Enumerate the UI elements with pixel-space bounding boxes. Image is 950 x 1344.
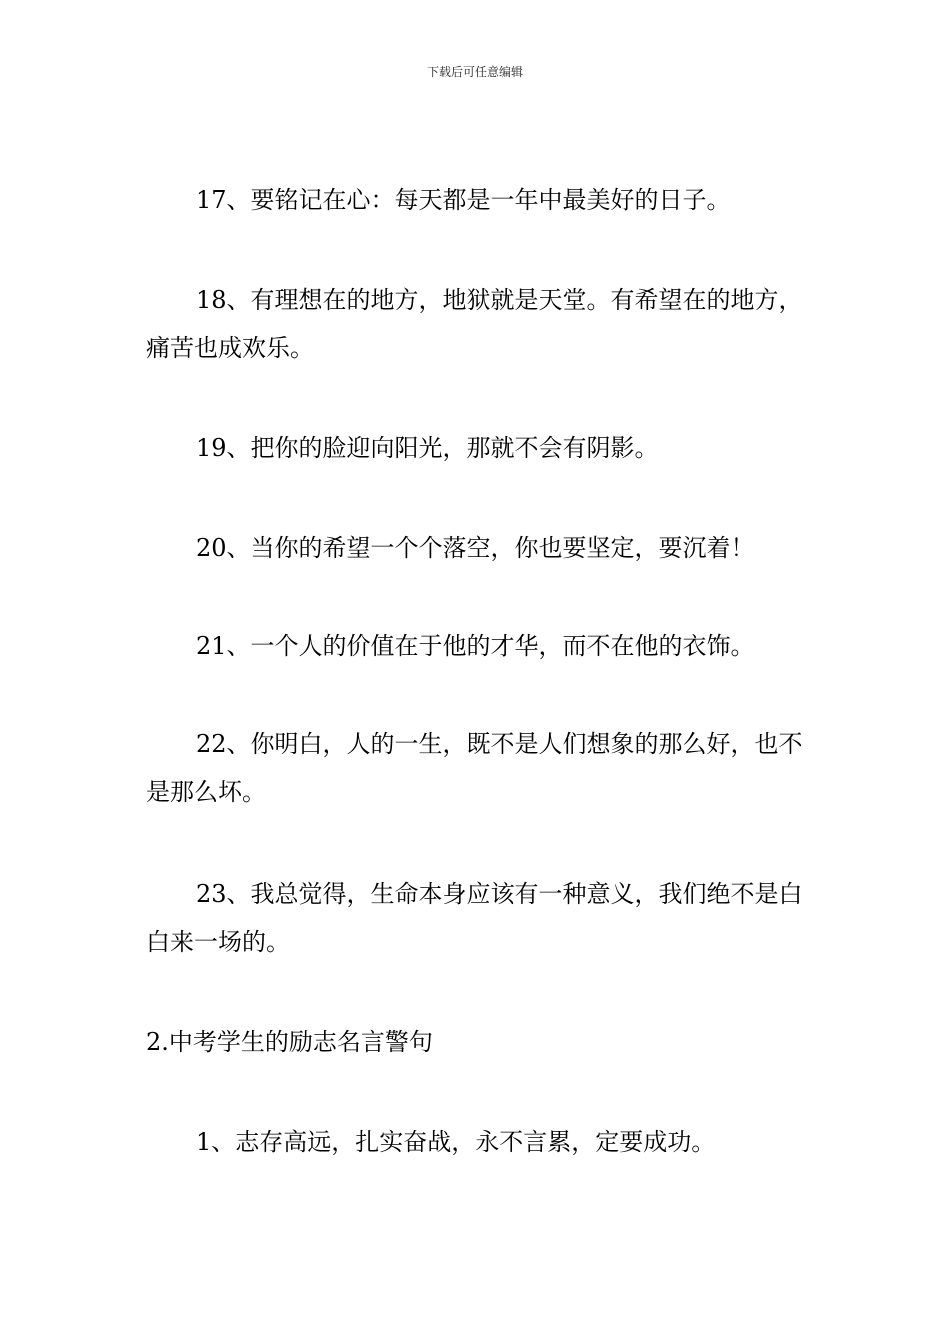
quote-21: 21、一个人的价值在于他的才华，而不在他的衣饰。 [196, 632, 755, 660]
quote-18: 18、有理想在的地方，地狱就是天堂。有希望在的地方，痛苦也成欢乐。 [146, 286, 803, 362]
quote-23: 23、我总觉得，生命本身应该有一种意义，我们绝不是白白来一场的。 [146, 880, 803, 956]
quote-20: 20、当你的希望一个个落空，你也要坚定，要沉着！ [196, 534, 755, 562]
quote-22: 22、你明白，人的一生，既不是人们想象的那么好，也不是那么坏。 [146, 730, 803, 806]
section-heading: 2.中考学生的励志名言警句 [146, 1028, 433, 1056]
section-item-1: 1、志存高远，扎实奋战，永不言累，定要成功。 [196, 1128, 716, 1156]
page-header: 下载后可任意编辑 [426, 65, 523, 79]
quote-19: 19、把你的脸迎向阳光，那就不会有阴影。 [196, 434, 659, 462]
quote-17: 17、要铭记在心：每天都是一年中最美好的日子。 [196, 186, 731, 214]
